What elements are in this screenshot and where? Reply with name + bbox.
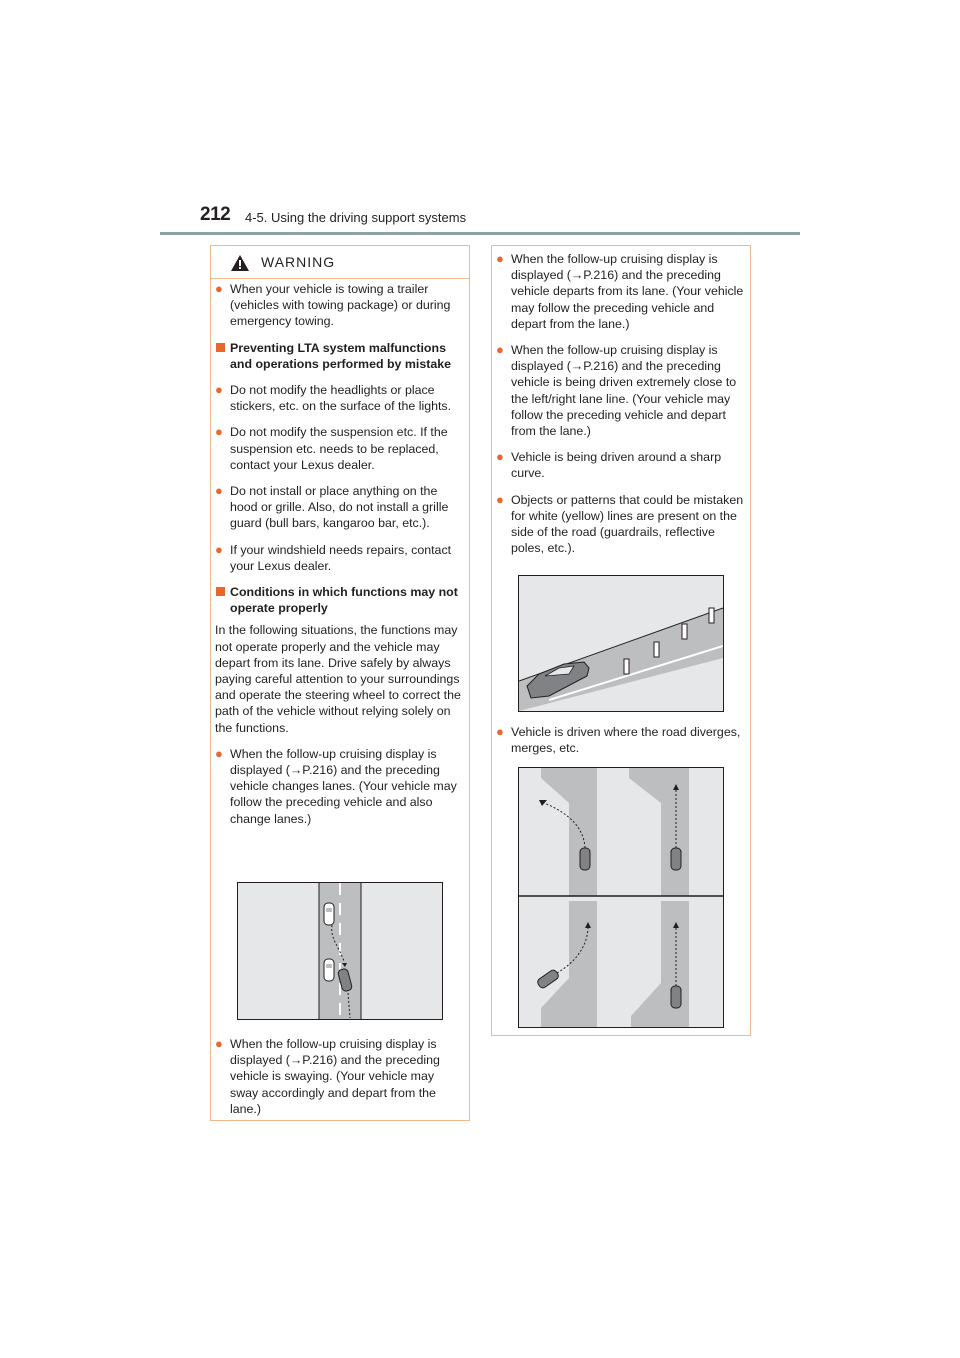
warning-bullet (215, 542, 465, 574)
warning-bullet (496, 724, 746, 756)
warning-bullet (215, 483, 465, 532)
warning-subheading (215, 584, 465, 616)
bullet-dot-icon: ● (215, 281, 223, 296)
page-number: 212 (200, 204, 231, 225)
warning-text: Vehicle is driven where the road diverges, merges, etc. (511, 725, 741, 756)
bullet-dot-icon: ● (215, 745, 223, 761)
bullet-dot-icon: ● (215, 1036, 223, 1051)
diverging-road-figure (518, 767, 724, 1028)
bullet-dot-icon: ● (215, 424, 223, 440)
warning-left-content (215, 281, 465, 827)
lane-change-figure (237, 882, 443, 1020)
header-rule (160, 232, 800, 235)
warning-text: When the follow-up cruising display is displayed (→P.216) and the preceding vehicle is being driven extremely close to the left/right lane line. (Your vehicle may follow the preceding vehicle and depart from the lane.) (511, 343, 737, 439)
warning-bullet (496, 492, 746, 557)
warning-text: Vehicle is being driven around a sharp curve. (511, 450, 722, 481)
warning-header (211, 246, 469, 279)
warning-text: When your vehicle is towing a trailer (vehicles with towing package) or during emergency towing. (230, 282, 451, 329)
bullet-dot-icon: ● (215, 541, 223, 557)
warning-bullet (215, 382, 465, 414)
warning-bullet (496, 449, 746, 481)
warning-right-content (496, 251, 746, 556)
warning-text: Preventing LTA system malfunctions and operations performed by mistake (230, 340, 452, 371)
warning-text: Do not modify the headlights or place stickers, etc. on the surface of the lights. (230, 383, 452, 414)
warning-text: Objects or patterns that could be mistaken for white (yellow) lines are present on the side of the road (guardrails, reflective poles, etc.). (511, 492, 744, 556)
section-title: 4-5. Using the driving support systems (245, 210, 467, 225)
warning-title: WARNING (261, 254, 336, 270)
warning-bullet (215, 424, 465, 473)
warning-text: When the follow-up cruising display is displayed (→P.216) and the preceding vehicle changes lanes. (Your vehicle may follow the preceding vehicle and also change lanes.) (230, 746, 457, 826)
warning-right-after-figure (496, 724, 746, 756)
bullet-dot-icon: ● (215, 382, 223, 398)
warning-text: Conditions in which functions may not operate properly (230, 585, 458, 616)
bullet-dot-icon: ● (496, 342, 504, 358)
warning-bullet (496, 342, 746, 439)
warning-text: If your windshield needs repairs, contact your Lexus dealer. (230, 542, 452, 573)
warning-text: Do not modify the suspension etc. If the suspension etc. needs to be replaced, contact your Lexus dealer. (230, 425, 448, 472)
warning-paragraph: In the following situations, the functions may not operate properly and the vehicle may depart from its lane. Drive safely by always paying careful attention to your surroundings and operate the steering wheel to correct the path of the vehicle without relying solely on the functions. (215, 623, 461, 735)
warning-bullet (215, 281, 465, 330)
warning-text: When the follow-up cruising display is displayed (→P.216) and the preceding vehicle departs from its lane. (Your vehicle may follow the preceding vehicle and depart from the lane.) (511, 252, 744, 331)
bullet-dot-icon: ● (496, 491, 504, 507)
preceding-vehicle (324, 903, 334, 925)
warning-triangle-icon (231, 255, 249, 271)
warning-left-after-figure (215, 1036, 465, 1117)
reflective-poles-figure (518, 575, 724, 712)
warning-bullet (215, 1036, 465, 1117)
warning-text: Do not install or place anything on the hood or grille. Also, do not install a grille guard (bull bars, kangaroo bar, etc.). (230, 484, 449, 531)
bullet-dot-icon: ● (496, 724, 504, 739)
bullet-dot-icon: ● (496, 251, 504, 266)
warning-subheading (215, 340, 465, 372)
preceding-vehicle-2 (324, 959, 334, 981)
square-marker-icon (216, 587, 225, 596)
bullet-dot-icon: ● (215, 483, 223, 499)
square-marker-icon (216, 343, 225, 352)
bullet-dot-icon: ● (496, 449, 504, 465)
warning-bullet (496, 251, 746, 332)
warning-text: When the follow-up cruising display is displayed (→P.216) and the preceding vehicle is swaying. (Your vehicle may sway accordingly and depart from the lane.) (230, 1037, 440, 1116)
warning-bullet (215, 746, 465, 827)
